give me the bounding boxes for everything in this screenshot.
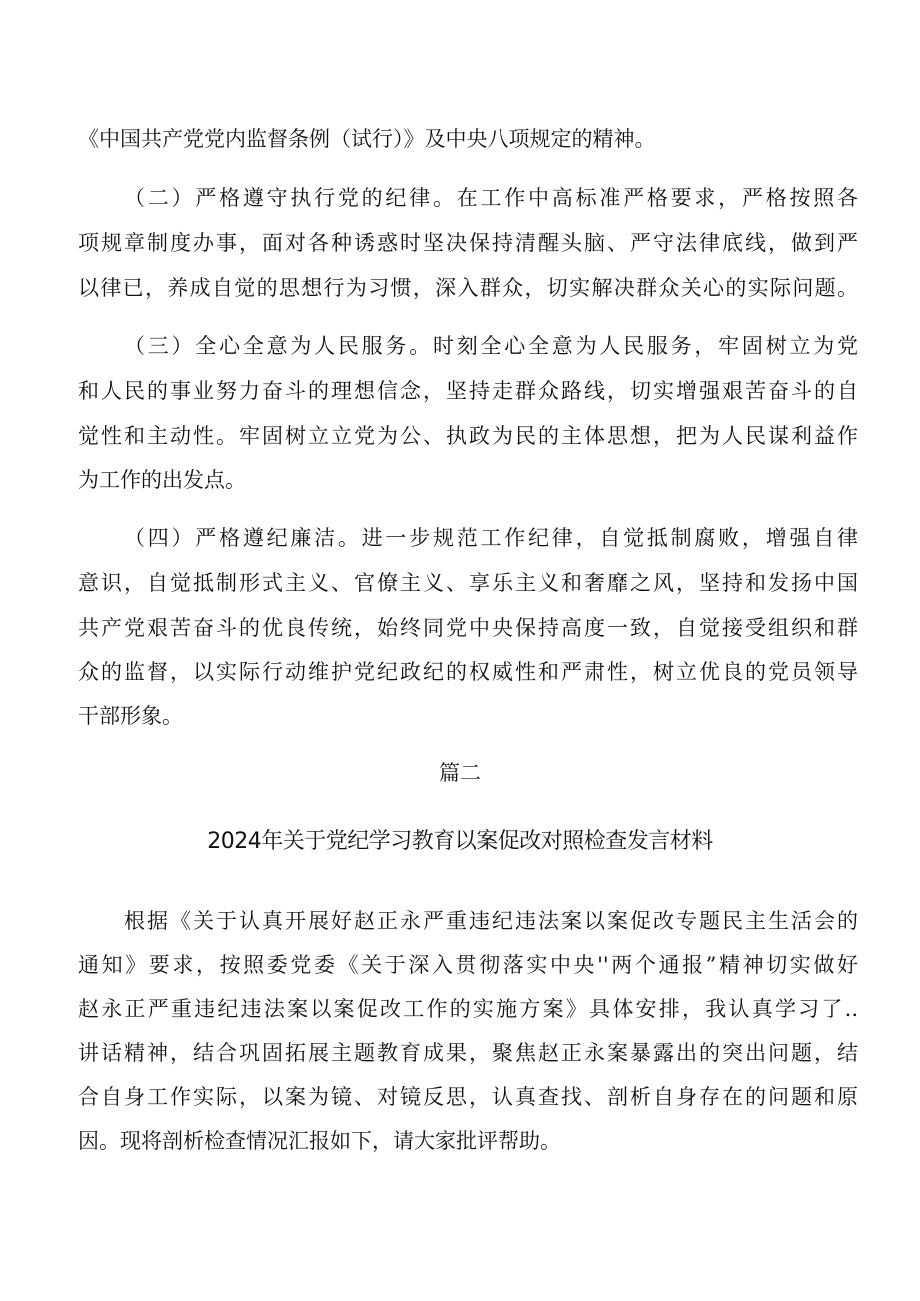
section-label: 篇二 (439, 761, 481, 785)
paragraph-line: 众的监督，以实际行动维护党纪政纪的权威性和严肃性，树立优良的党员领导 (78, 660, 858, 684)
paragraph-line: （三）全心全意为人民服务。时刻全心全意为人民服务，牢固树立为党 (124, 334, 858, 358)
paragraph-line: 为工作的出发点。 (78, 468, 246, 492)
paragraph-line: 赵永正严重违纪违法案以案促改工作的实施方案》具体安排，我认真学习了.. (78, 997, 858, 1021)
paragraph-line: 讲话精神，结合巩固拓展主题教育成果，聚焦赵正永案暴露出的突出问题，结 (78, 1041, 858, 1065)
paragraph-line: 以律已，养成自觉的思想行为习惯，深入群众，切实解决群众关心的实际问题。 (78, 276, 858, 300)
paragraph-line: 项规章制度办事，面对各种诱惑时坚决保持清醒头脑、严守法律底线，做到严 (78, 231, 858, 255)
paragraph-line: 意识，自觉抵制形式主义、官僚主义、享乐主义和奢靡之风，坚持和发扬中国 (78, 571, 858, 595)
paragraph-line: （四）严格遵纪廉洁。进一步规范工作纪律，自觉抵制腐败，增强自律 (124, 526, 858, 550)
paragraph-line: （二）严格遵守执行党的纪律。在工作中高标准严格要求，严格按照各 (124, 186, 858, 210)
document-title: 2024年关于党纪学习教育以案促改对照检查发言材料 (207, 829, 713, 854)
paragraph-line: 根据《关于认真开展好赵正永严重违纪违法案以案促改专题民主生活会的 (124, 909, 858, 933)
paragraph-line: 合自身工作实际，以案为镜、对镜反思，认真查找、剖析自身存在的问题和原 (78, 1085, 858, 1109)
paragraph-line: 干部形象。 (78, 704, 183, 728)
paragraph-line: 《中国共产党党内监督条例（试行）》及中央八项规定的精神。 (78, 127, 656, 151)
paragraph-line: 和人民的事业努力奋斗的理想信念，坚持走群众路线，切实增强艰苦奋斗的自 (78, 379, 858, 403)
paragraph-line: 通知》要求，按照委党委《关于深入贯彻落实中央''两个通报”精神切实做好 (78, 953, 858, 977)
paragraph-line: 觉性和主动性。牢固树立立党为公、执政为民的主体思想，把为人民谋利益作 (78, 424, 858, 448)
paragraph-line: 共产党艰苦奋斗的优良传统，始终同党中央保持高度一致，自觉接受组织和群 (78, 616, 858, 640)
paragraph-line: 因。现将剖析检查情况汇报如下，请大家批评帮助。 (78, 1129, 561, 1153)
